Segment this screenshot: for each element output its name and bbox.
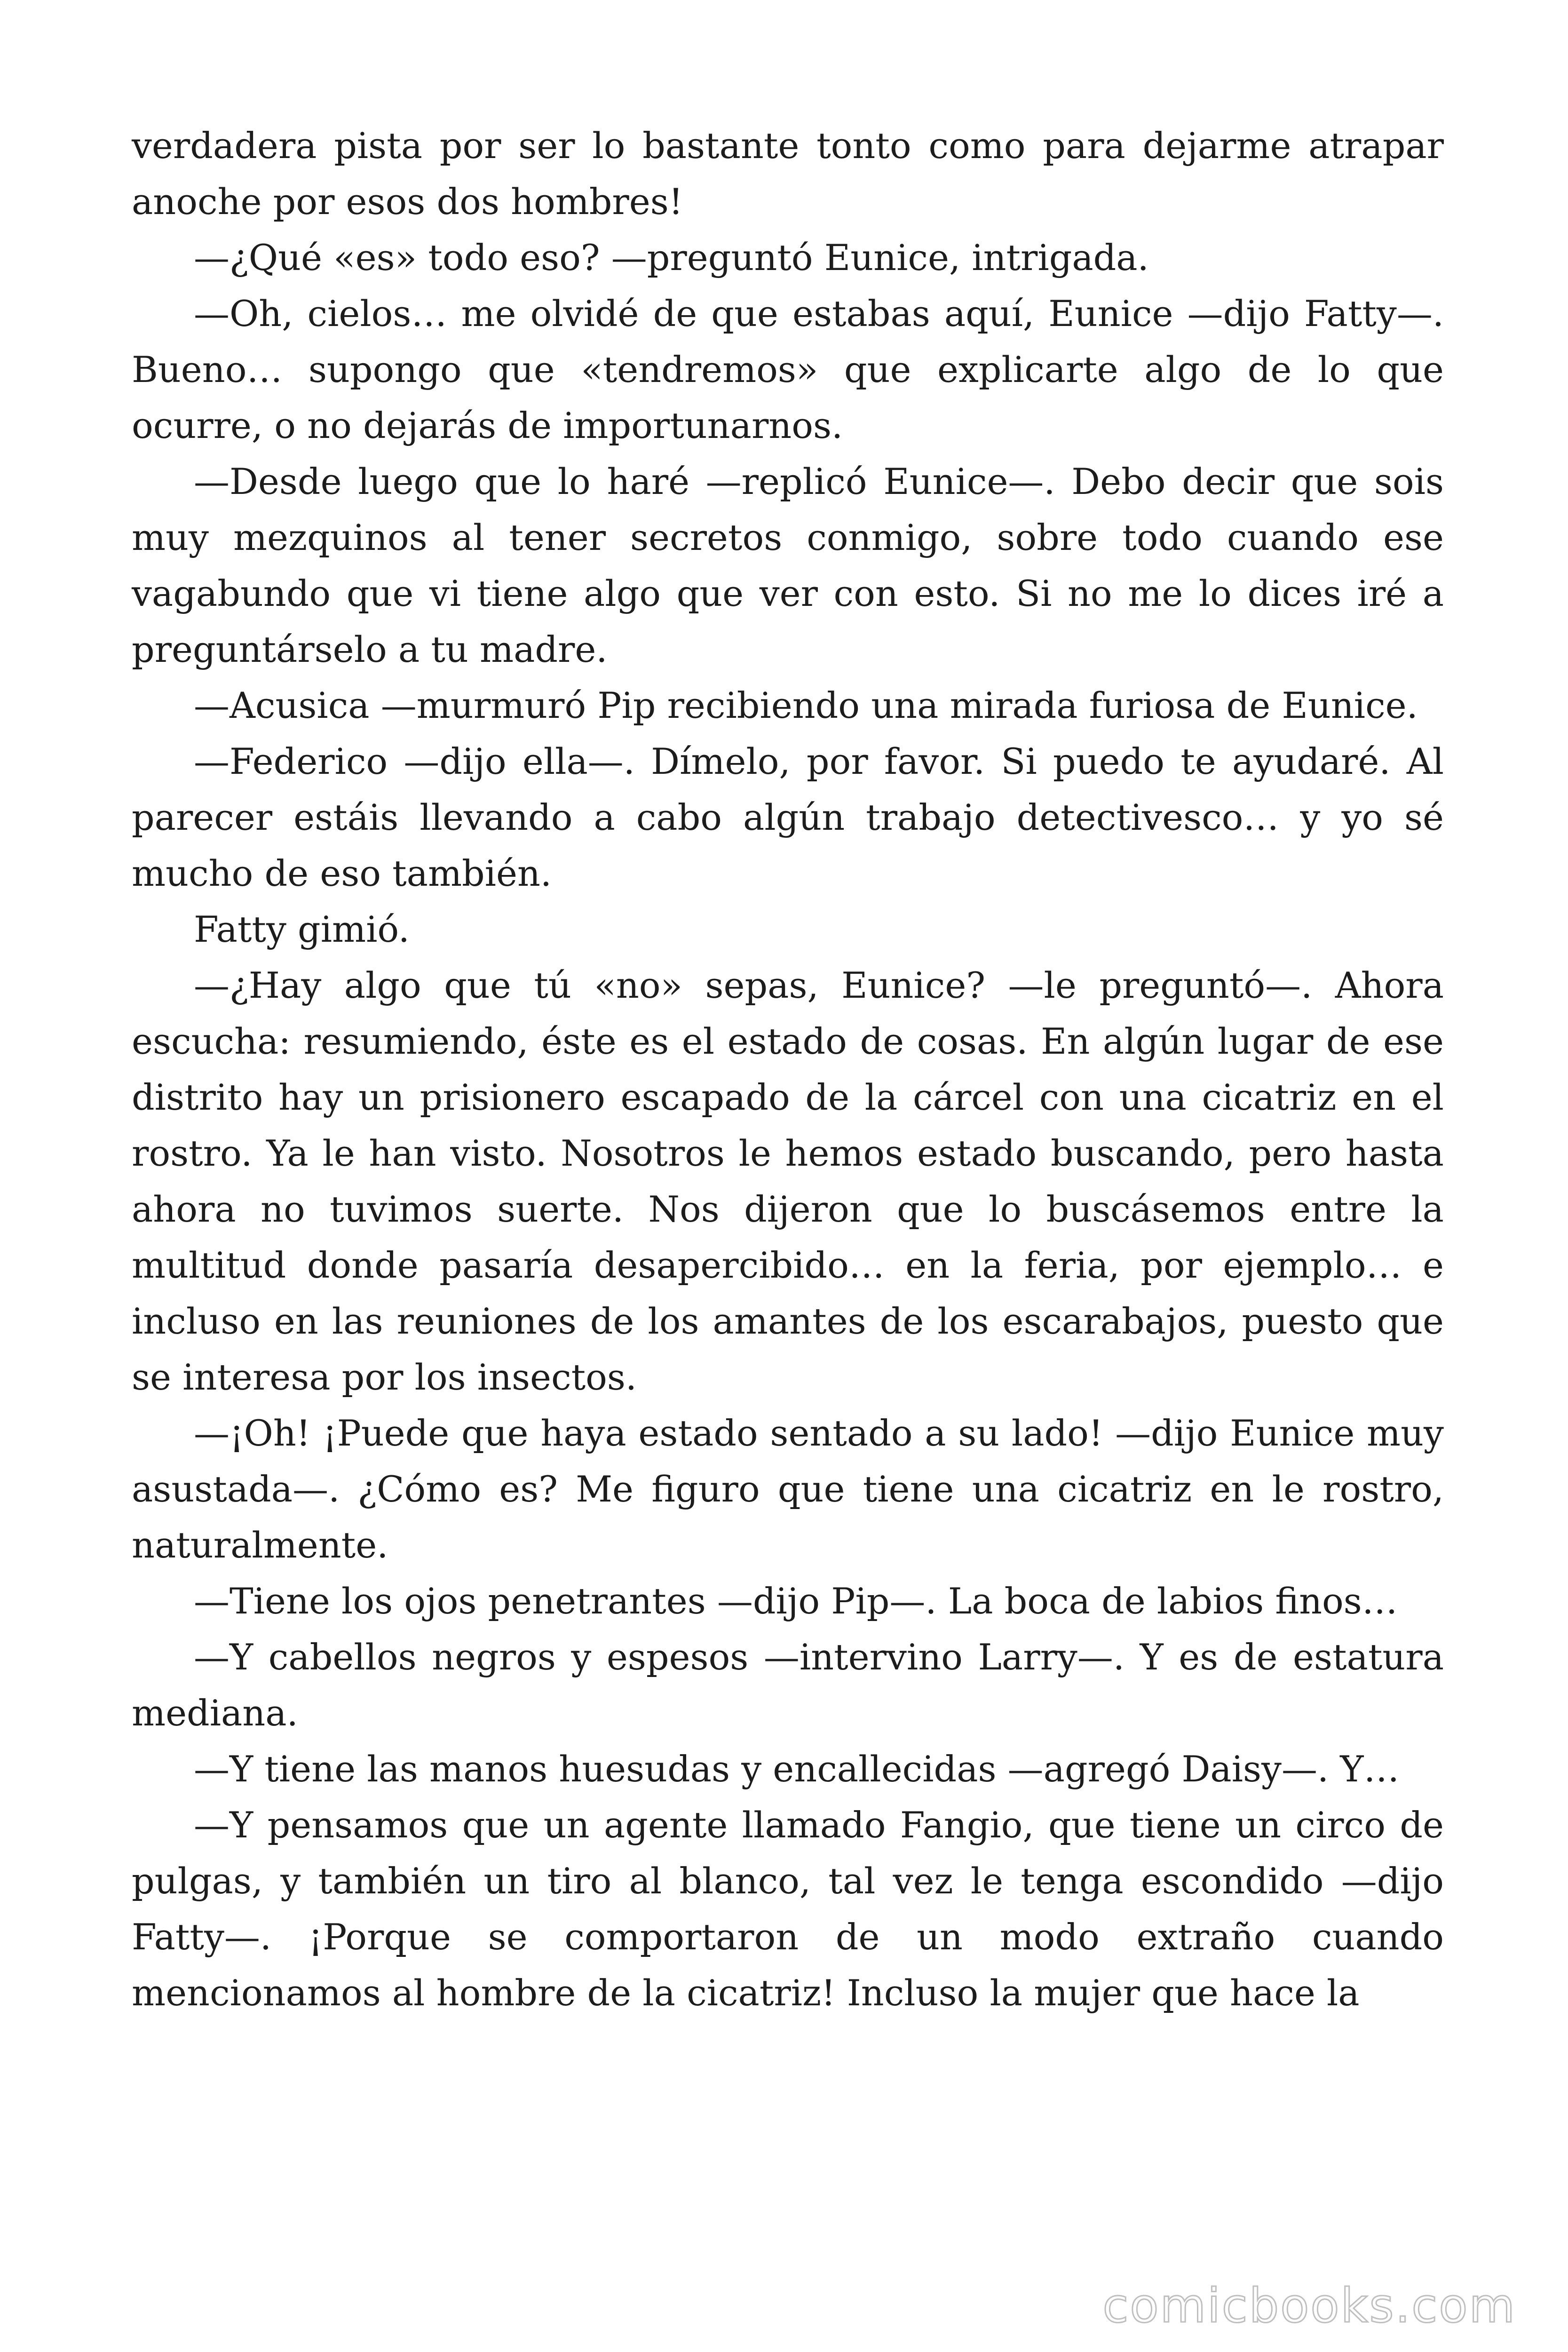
- paragraph: —Acusica —murmuró Pip recibiendo una mirada furiosa de Eunice.: [194, 684, 1418, 726]
- paragraph: —¡Oh! ¡Puede que haya estado sentado a su lado! —dijo Eunice muy asustada—. ¿Cómo es? Me figuro que tiene una cicatriz en le rostro, naturalmente.: [132, 1412, 1444, 1566]
- book-page-text: [132, 118, 1444, 2021]
- paragraph: —¿Qué «es» todo eso? —preguntó Eunice, intrigada.: [194, 237, 1149, 278]
- paragraph: —Y cabellos negros y espesos —intervino Larry—. Y es de estatura mediana.: [132, 1636, 1444, 1734]
- paragraph: —Oh, cielos… me olvidé de que estabas aquí, Eunice —dijo Fatty—. Bueno… supongo que «tendremos» que explicarte algo de lo que ocurre, o no dejarás de importunarnos.: [132, 293, 1444, 446]
- paragraph: —¿Hay algo que tú «no» sepas, Eunice? —le preguntó—. Ahora escucha: resumiendo, éste es el estado de cosas. En algún lugar de ese distrito hay un prisionero escapado de la cárcel con una cicatriz en el rostro. Ya le han visto. Nosotros le hemos estado buscando, pero hasta ahora no tuvimos suerte. Nos dijeron que lo buscásemos entre la multitud donde pasaría desapercibido… en la feria, por ejemplo… e incluso en las reuniones de los amantes de los escarabajos, puesto que se interesa por los insectos.: [132, 964, 1444, 1398]
- paragraph: —Desde luego que lo haré —replicó Eunice—. Debo decir que sois muy mezquinos al tener secretos conmigo, sobre todo cuando ese vagabundo que vi tiene algo que ver con esto. Si no me lo dices iré a preguntárselo a tu madre.: [132, 461, 1444, 670]
- paragraph: verdadera pista por ser lo bastante tonto como para dejarme atrapar anoche por esos dos hombres!: [132, 125, 1444, 222]
- paragraph: —Y tiene las manos huesudas y encallecidas —agregó Daisy—. Y…: [194, 1748, 1400, 1790]
- watermark: comicbooks.com: [1102, 2278, 1516, 2333]
- paragraph: Fatty gimió.: [194, 908, 410, 950]
- paragraph: —Y pensamos que un agente llamado Fangio, que tiene un circo de pulgas, y también un tiro al blanco, tal vez le tenga escondido —dijo Fatty—. ¡Porque se comportaron de un modo extraño cuando mencionamos al hombre de la cicatriz! Incluso la mujer que hace la: [132, 1804, 1444, 2014]
- paragraph: —Federico —dijo ella—. Dímelo, por favor. Si puedo te ayudaré. Al parecer estáis llevando a cabo algún trabajo detectivesco… y yo sé mucho de eso también.: [132, 740, 1444, 894]
- paragraph: —Tiene los ojos penetrantes —dijo Pip—. La boca de labios finos…: [194, 1580, 1398, 1622]
